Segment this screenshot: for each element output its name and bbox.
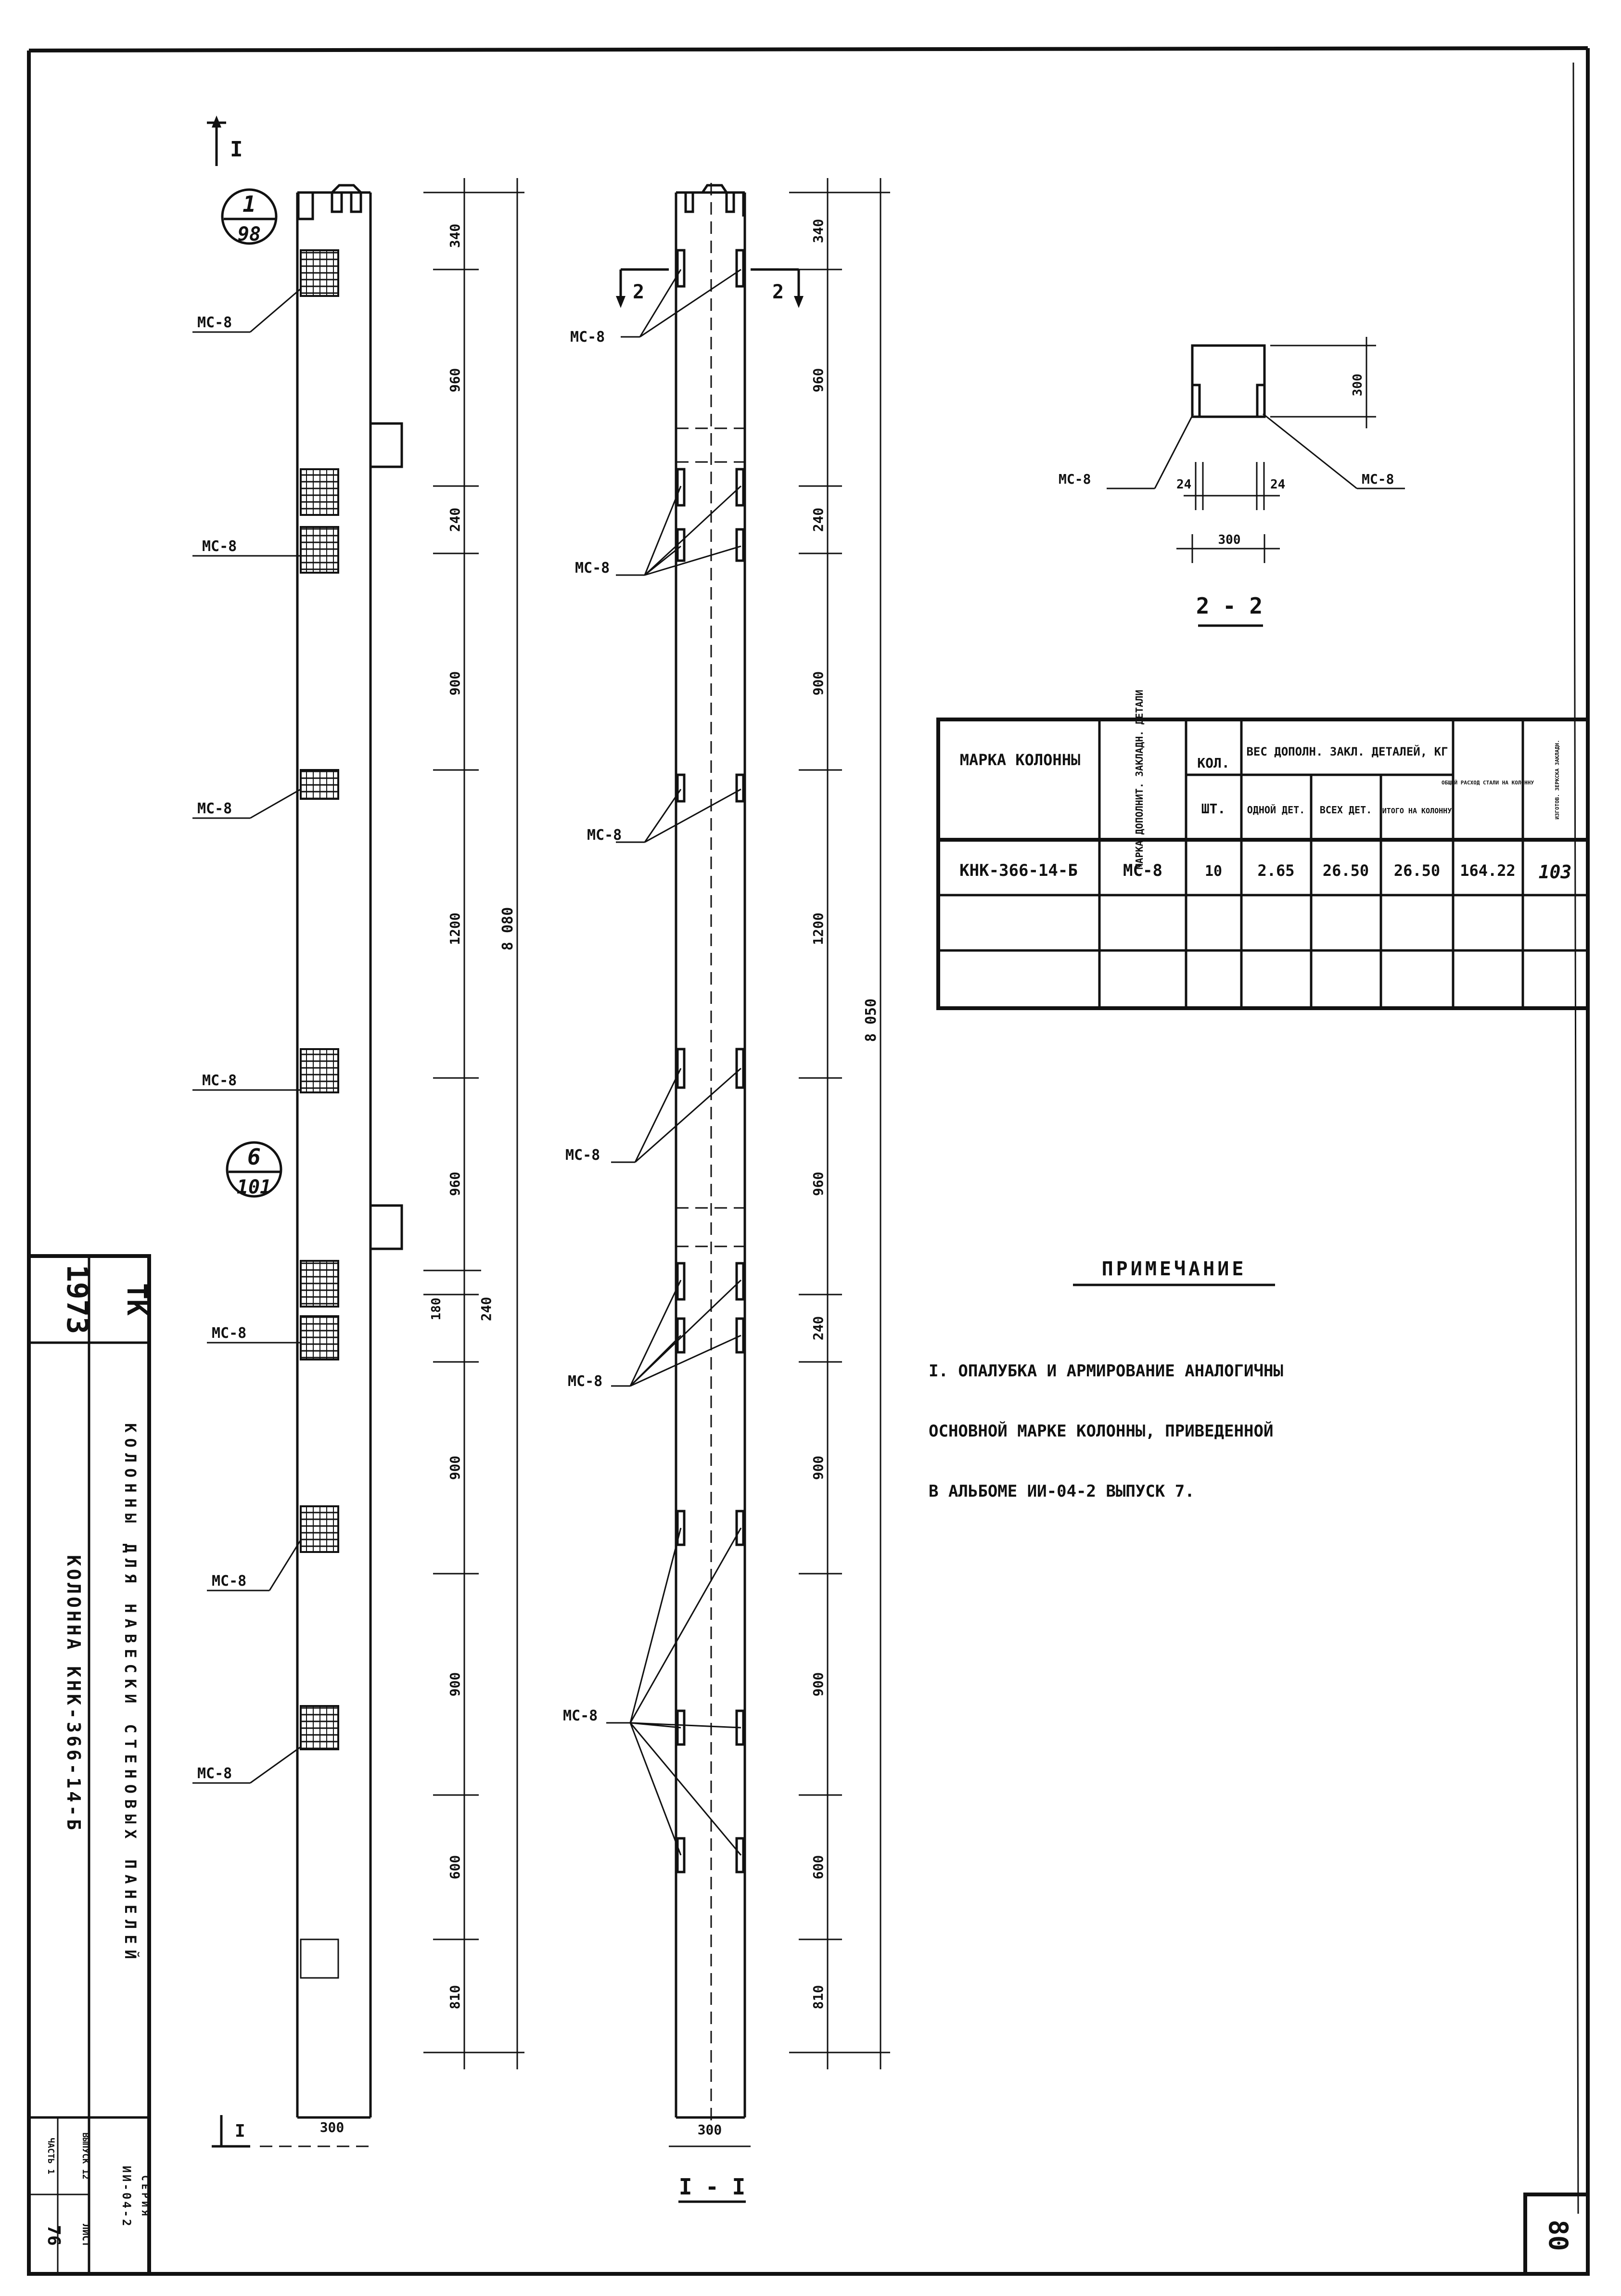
section-mark-label: 2 — [772, 281, 784, 303]
sheet-number: 76 — [44, 2225, 64, 2246]
dim-value: 960 — [810, 368, 826, 393]
cell-one: 2.65 — [1257, 861, 1295, 880]
column-elevation — [192, 185, 402, 2117]
cell-steel: 164.22 — [1460, 861, 1516, 880]
th-one: ОДНОЙ ДЕТ. — [1247, 804, 1305, 816]
embedded-plate — [301, 1706, 338, 1749]
th-weight-group: ВЕС ДОПОЛН. ЗАКЛ. ДЕТАЛЕЙ, КГ — [1246, 745, 1448, 758]
dim-value: 340 — [447, 223, 463, 248]
part-label: МС-8 — [570, 329, 605, 346]
sheet-label: ЛИСТ — [80, 2223, 92, 2247]
th-all: ВСЕХ ДЕТ. — [1319, 804, 1372, 816]
section-mark-label: 2 — [633, 281, 645, 303]
cell-all: 26.50 — [1322, 861, 1369, 880]
cell-mark: КНК-366-14-Б — [959, 861, 1078, 880]
part-label: МС-8 — [212, 1325, 247, 1342]
dim-value: 900 — [447, 1455, 463, 1480]
part-label: МС-8 — [197, 1765, 232, 1782]
dim-value: 810 — [447, 1985, 463, 2010]
th-part-mark: МАРКА ДОПОЛНИТ. ЗАКЛАДН. ДЕТАЛИ — [1134, 690, 1145, 870]
dim-value: 24 — [1270, 477, 1286, 492]
dim-value: 900 — [447, 671, 463, 696]
embedded-plate — [301, 1506, 338, 1552]
dimension-chain-elevation — [423, 178, 524, 2069]
dimension-chain-section — [789, 178, 890, 2069]
dim-value: 960 — [447, 1171, 463, 1196]
section-title: 2 - 2 — [1196, 593, 1263, 619]
column-section-1-1 — [606, 183, 804, 2127]
embedded-plate — [301, 527, 338, 573]
dim-value: 900 — [447, 1672, 463, 1697]
th-qty-unit: ШТ. — [1201, 801, 1226, 817]
note-line: В АЛЬБОМЕ ИИ-04-2 ВЫПУСК 7. — [929, 1482, 1195, 1501]
part-label: МС-8 — [568, 1373, 603, 1390]
year: 1973 — [60, 1264, 94, 1334]
part-label: МС-8 — [197, 314, 232, 331]
dim-value: 300 — [1218, 533, 1241, 547]
dim-value: 600 — [447, 1855, 463, 1880]
dim-value: 960 — [810, 1171, 826, 1196]
table-row — [959, 861, 1571, 883]
dim-value: 240 — [447, 507, 463, 532]
part-label: МС-8 — [202, 538, 237, 555]
page-number: 80 — [1543, 2219, 1573, 2251]
embedded-plate — [301, 469, 338, 515]
section-2-2-drawing — [1107, 337, 1405, 563]
callout-number: 6 — [247, 1144, 261, 1170]
part-label: МС-8 — [575, 560, 610, 577]
dim-value: 240 — [478, 1296, 494, 1321]
part-label: МС-8 — [565, 1147, 600, 1164]
th-mark: МАРКА КОЛОННЫ — [959, 751, 1081, 769]
section-mark-label: I — [230, 137, 243, 162]
th-qty: КОЛ. — [1197, 755, 1230, 771]
note-line: I. ОПАЛУБКА И АРМИРОВАНИЕ АНАЛОГИЧНЫ — [929, 1361, 1283, 1381]
section-mark-label: I — [235, 2121, 245, 2141]
drawing-title: КОЛОННА КНК-366-14-Б — [63, 1555, 84, 1833]
dim-value: 900 — [810, 671, 826, 696]
embedded-plate — [301, 250, 338, 296]
part-label: МС-8 — [202, 1072, 237, 1089]
dim-value: 900 — [810, 1455, 826, 1480]
cell-qty: 10 — [1204, 863, 1223, 880]
dim-value: 24 — [1176, 477, 1192, 492]
th-steel: ОБЩИЙ РАСХОД СТАЛИ НА КОЛОННУ — [1441, 780, 1534, 786]
cell-total: 26.50 — [1393, 861, 1441, 880]
series-label: СЕРИЯ — [140, 2175, 151, 2219]
part-label: МС-8 — [563, 1707, 598, 1724]
dim-value: 240 — [810, 507, 826, 532]
part-label: МС-8 — [1059, 471, 1091, 487]
total-dim: 8 050 — [863, 998, 880, 1042]
embedded-plate — [301, 1049, 338, 1092]
embedded-plate — [301, 1261, 338, 1307]
total-dim: 8 080 — [499, 907, 516, 951]
part-label: ЧАСТЬ 1 — [46, 2138, 56, 2174]
issue-label: ВЫПУСК 12 — [80, 2132, 90, 2180]
dim-value: 1200 — [447, 912, 463, 945]
part-label: МС-8 — [197, 800, 232, 817]
dim-value: 600 — [810, 1855, 826, 1880]
note-line: ОСНОВНОЙ МАРКЕ КОЛОННЫ, ПРИВЕДЕННОЙ — [929, 1422, 1274, 1441]
note-title: ПРИМЕЧАНИЕ — [1101, 1258, 1247, 1280]
callout-sheet: 101 — [236, 1176, 272, 1198]
dim-value: 960 — [447, 368, 463, 393]
dim-value: 300 — [1351, 373, 1365, 397]
cell-manufacture: 103 — [1538, 861, 1572, 883]
th-manufacture: ИЗГОТОВ. ЗЕРКСКА ЗАКЛАДН. — [1554, 740, 1560, 820]
cell-part: МС-8 — [1123, 861, 1162, 880]
dim-value: 240 — [810, 1316, 826, 1341]
dim-value: 810 — [810, 1985, 826, 2010]
dim-value: 180 — [429, 1297, 444, 1321]
callout-sheet: 98 — [237, 223, 261, 245]
callout-number: 1 — [243, 191, 256, 217]
section-title: I - I — [678, 2174, 746, 2200]
dim-value: 1200 — [810, 912, 826, 945]
part-label: МС-8 — [212, 1573, 247, 1590]
dim-value: 340 — [810, 218, 826, 244]
dim-value: 900 — [810, 1672, 826, 1697]
section-mark-top — [207, 115, 226, 166]
part-label: МС-8 — [1362, 471, 1394, 487]
width-dim: 300 — [319, 2119, 345, 2135]
org: ТК — [121, 1283, 152, 1316]
album-description: КОЛОННЫ ДЛЯ НАВЕСКИ СТЕНОВЫХ ПАНЕЛЕЙ — [121, 1423, 140, 1965]
series: ИИ-04-2 — [120, 2166, 133, 2228]
th-total: ИТОГО НА КОЛОННУ — [1382, 807, 1452, 815]
embedded-plate — [301, 770, 338, 799]
embedded-plate — [301, 1316, 338, 1360]
width-dim: 300 — [697, 2122, 722, 2138]
part-label: МС-8 — [587, 827, 622, 844]
